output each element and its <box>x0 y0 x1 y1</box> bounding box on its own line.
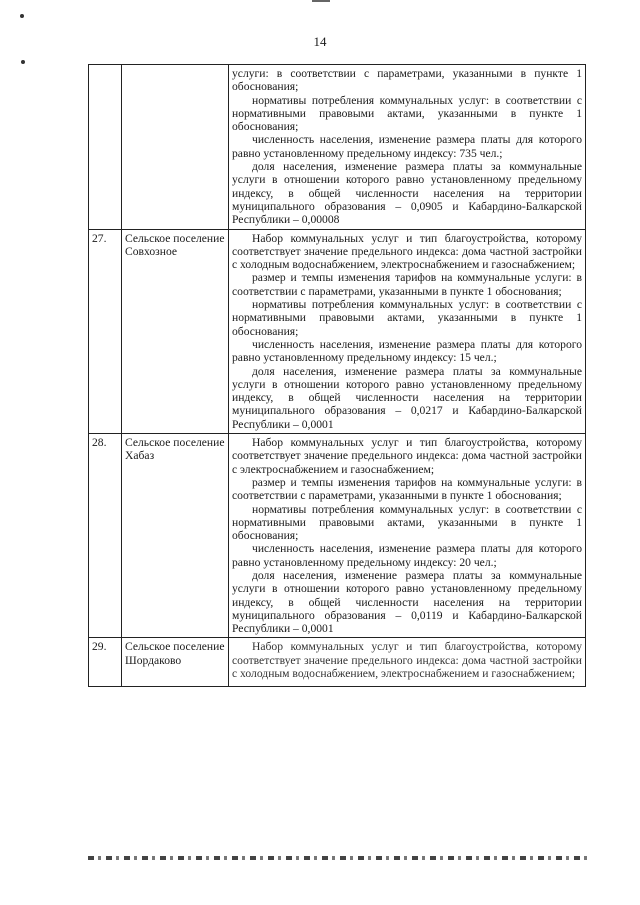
row-number: 27. <box>89 229 122 433</box>
paragraph: доля населения, изменение размера платы за коммунальные услуги в отношении которого равно установленному предельному индексу, в общей численности населения на территории муниципального образования – 0,0217 и Кабардино-Балкарской Республики – 0,0001 <box>232 364 582 431</box>
table-row <box>89 434 586 638</box>
scan-speck <box>20 14 24 18</box>
table-row <box>89 229 586 433</box>
paragraph: Набор коммунальных услуг и тип благоустройства, которому соответствует значение предельного индекса: дома частной застройки с электроснабжением и газоснабжением; <box>232 436 582 476</box>
table-row <box>89 638 586 687</box>
row-number: 28. <box>89 434 122 638</box>
paragraph: численность населения, изменение размера платы для которого равно установленному предельному индексу: 15 чел.; <box>232 337 582 365</box>
settlement-name: Сельское поселение Совхозное <box>122 229 229 433</box>
scan-mark <box>312 0 330 2</box>
paragraph: нормативы потребления коммунальных услуг: в соответствии с нормативными правовыми актами, указанными в пункте 1 обоснования; <box>232 93 582 134</box>
paragraph: численность населения, изменение размера платы для которого равно установленному предельному индексу: 735 чел.; <box>232 133 582 160</box>
paragraph: Набор коммунальных услуг и тип благоустройства, которому соответствует значение предельного индекса: дома частной застройки с холодным водоснабжением, электроснабжением и газоснабжением; <box>232 231 582 272</box>
row-number <box>89 65 122 230</box>
document-table <box>88 64 586 687</box>
scan-edge <box>88 856 588 860</box>
paragraph: Набор коммунальных услуг и тип благоустройства, которому соответствует значение предельного индекса: дома частной застройки с холодным водоснабжением, электроснабжением и газоснабжением; <box>232 640 582 681</box>
paragraph: размер и темпы изменения тарифов на коммунальные услуги: в соответствии с параметрами, указанными в пункте 1 обоснования; <box>232 271 582 298</box>
paragraph: доля населения, изменение размера платы за коммунальные услуги в отношении которого равно установленному предельному индексу, в общей численности населения на территории муниципального образования – 0,0119 и Кабардино-Балкарской Республики – 0,0001 <box>232 568 582 636</box>
paragraph: численность населения, изменение размера платы для которого равно установленному предельному индексу: 20 чел.; <box>232 542 582 569</box>
page-number: 14 <box>313 34 327 49</box>
paragraph: нормативы потребления коммунальных услуг: в соответствии с нормативными правовыми актами, указанными в пункте 1 обоснования; <box>232 298 582 338</box>
settlement-name: Сельское поселение Хабаз <box>122 434 229 638</box>
row-description <box>229 65 586 230</box>
row-description <box>229 229 586 433</box>
paragraph: услуги: в соответствии с параметрами, указанными в пункте 1 обоснования; <box>232 67 582 94</box>
paragraph: размер и темпы изменения тарифов на коммунальные услуги: в соответствии с параметрами, указанными в пункте 1 обоснования; <box>232 475 582 503</box>
row-number: 29. <box>89 638 122 687</box>
table-row <box>89 65 586 230</box>
settlement-name: Сельское поселение Шордаково <box>122 638 229 687</box>
row-description <box>229 638 586 687</box>
row-description <box>229 434 586 638</box>
paragraph: доля населения, изменение размера платы за коммунальные услуги в отношении которого равно установленному предельному индексу, в общей численности населения на территории муниципального образования – 0,0905 и Кабардино-Балкарской Республики – 0,00008 <box>232 160 582 227</box>
settlement-name <box>122 65 229 230</box>
paragraph: нормативы потребления коммунальных услуг: в соответствии с нормативными правовыми актами, указанными в пункте 1 обоснования; <box>232 502 582 543</box>
scan-speck <box>21 60 25 64</box>
